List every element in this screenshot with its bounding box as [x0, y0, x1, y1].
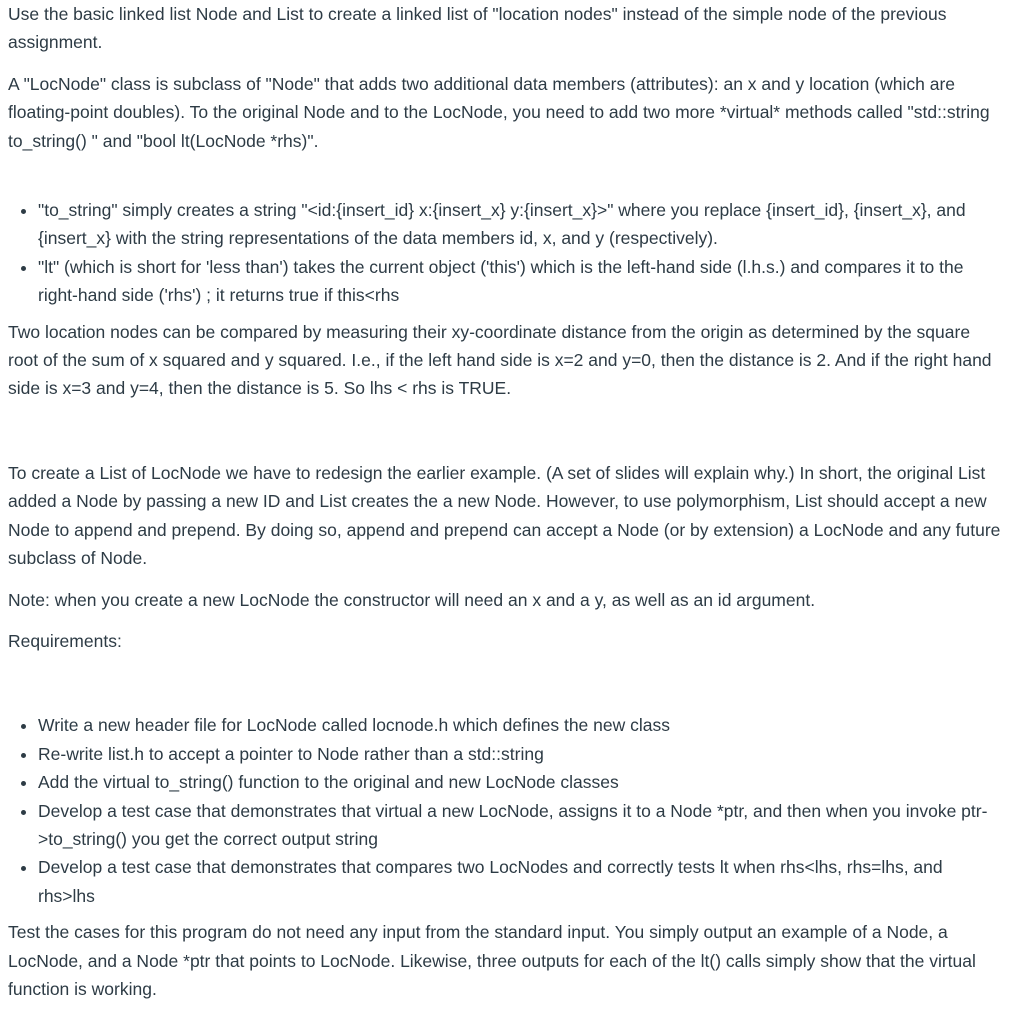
intro-paragraph: Use the basic linked list Node and List to create a linked list of "location nodes" instead of the simple node of the previous assignment. — [8, 4, 947, 53]
note-paragraph: Note: when you create a new LocNode the constructor will need an x and a y, as well as an id argument. — [8, 589, 816, 610]
requirements-list — [8, 711, 1004, 910]
list-item-to-string: • "to_string" simply creates a string "<id:{insert_id} x:{insert_x} y:{insert_x}>" where you replace {insert_id}, {insert_x}, and {insert_x} with the string representations of the data members id, x, and y (respectively). — [38, 196, 1004, 253]
requirements-heading: Requirements: — [8, 630, 122, 651]
list-item: • Write a new header file for LocNode called locnode.h which defines the new class — [38, 711, 1004, 739]
methods-list — [8, 196, 1004, 310]
locnode-paragraph: A "LocNode" class is subclass of "Node" that adds two additional data members (attributes): an x and y location (which are floating-point doubles). To the original Node and to the LocNode, you need to add two more *virtual* methods called "std::string to_string() " and "bool lt(LocNode *rhs)". — [8, 73, 990, 151]
list-item-lt: • "lt" (which is short for 'less than') takes the current object ('this') which is the left-hand side (l.h.s.) and compares it to the right-hand side ('rhs') ; it returns true if this<rhs — [38, 253, 1004, 310]
compare-paragraph: Two location nodes can be compared by measuring their xy-coordinate distance from the origin as determined by the square root of the sum of x squared and y squared. I.e., if the left hand side is x=2 and y=0, then the distance is 2. And if the right hand side is x=3 and y=4, then the distance is 5. So lhs < rhs is TRUE. — [8, 321, 992, 399]
list-item: • Re-write list.h to accept a pointer to Node rather than a std::string — [38, 740, 1004, 768]
list-item: • Develop a test case that demonstrates that virtual a new LocNode, assigns it to a Node *ptr, and then when you invoke ptr->to_string() you get the correct output string — [38, 797, 1004, 854]
list-item: • Develop a test case that demonstrates that compares two LocNodes and correctly tests lt when rhs<lhs, rhs=lhs, and rhs>lhs — [38, 853, 1004, 910]
redesign-paragraph: To create a List of LocNode we have to redesign the earlier example. (A set of slides will explain why.) In short, the original List added a Node by passing a new ID and List creates the a new Node. However, to use polymorphism, List should accept a new Node to append and prepend. By doing so, append and prepend can accept a Node (or by extension) a LocNode and any future subclass of Node. — [8, 462, 1001, 569]
test-cases-paragraph: Test the cases for this program do not need any input from the standard input. You simply output an example of a Node, a LocNode, and a Node *ptr that points to LocNode. Likewise, three outputs for each of the lt() calls simply show that the virtual function is working. — [8, 922, 976, 999]
list-item: • Add the virtual to_string() function to the original and new LocNode classes — [38, 768, 1004, 796]
